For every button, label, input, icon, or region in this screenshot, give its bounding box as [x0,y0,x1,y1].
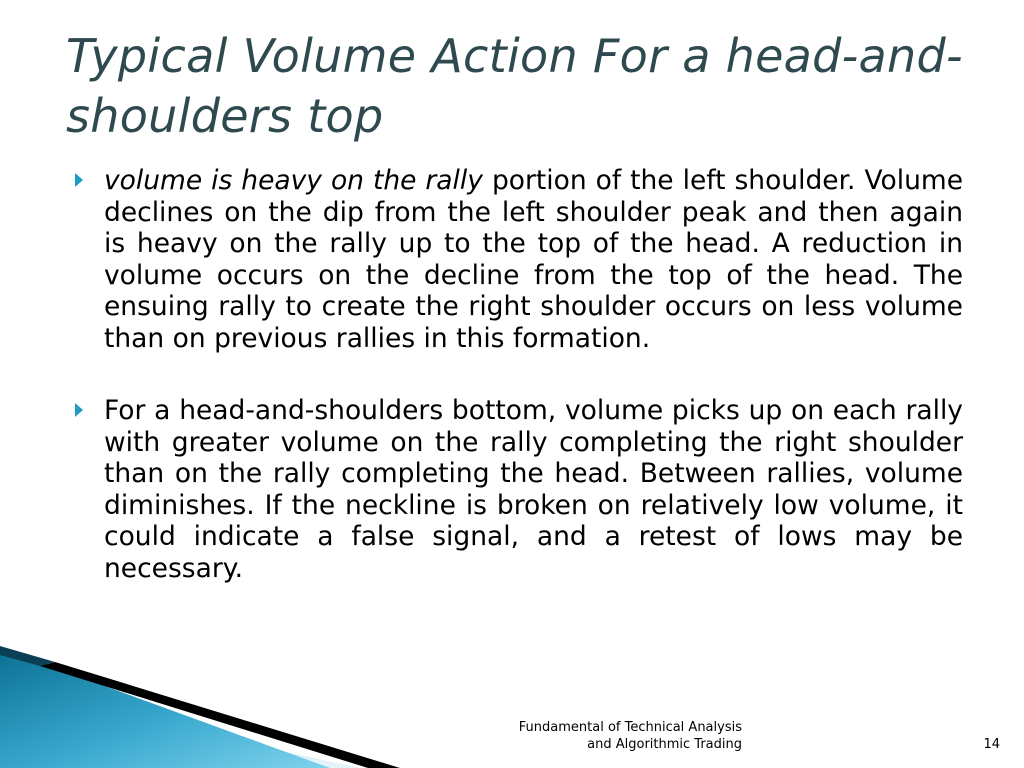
footer-line-1: Fundamental of Technical Analysis [518,720,742,735]
bullet-italic-lead: volume is heavy on the rally [104,165,483,196]
thin-dark-stroke [0,646,55,666]
bullet-item [70,395,963,584]
triangle-right-icon [75,173,83,187]
slide-title: Typical Volume Action For a head-and-shoulders top [66,29,963,143]
footer-line-2: and Algorithmic Trading [587,737,742,752]
bullet-list [70,165,963,584]
black-swoosh-band [40,662,400,768]
page-number: 14 [983,737,1000,752]
bullet-text: For a head-and-shoulders bottom, volume picks up on each rally with greater volume on the rally completing the right shoulder than on the rally completing the head. Between rallies, volume diminishes. If the neckline is broken on relatively low volume, it could indicate a false signal, and a retest of lows may be necessary. [104,395,963,584]
blue-swoosh-band [0,648,330,768]
triangle-right-icon [75,403,83,417]
footer-text [482,719,742,753]
pale-swoosh-band [0,690,360,768]
bullet-item [70,165,963,354]
bullet-text: portion of the left shoulder. Volume declines on the dip from the left shoulder peak and then again is heavy on the rally up to the top of the head. A reduction in volume occurs on the decline from the top of the head. The ensuing rally to create the right shoulder occurs on less volume than on previous rallies in this formation. [104,165,964,354]
